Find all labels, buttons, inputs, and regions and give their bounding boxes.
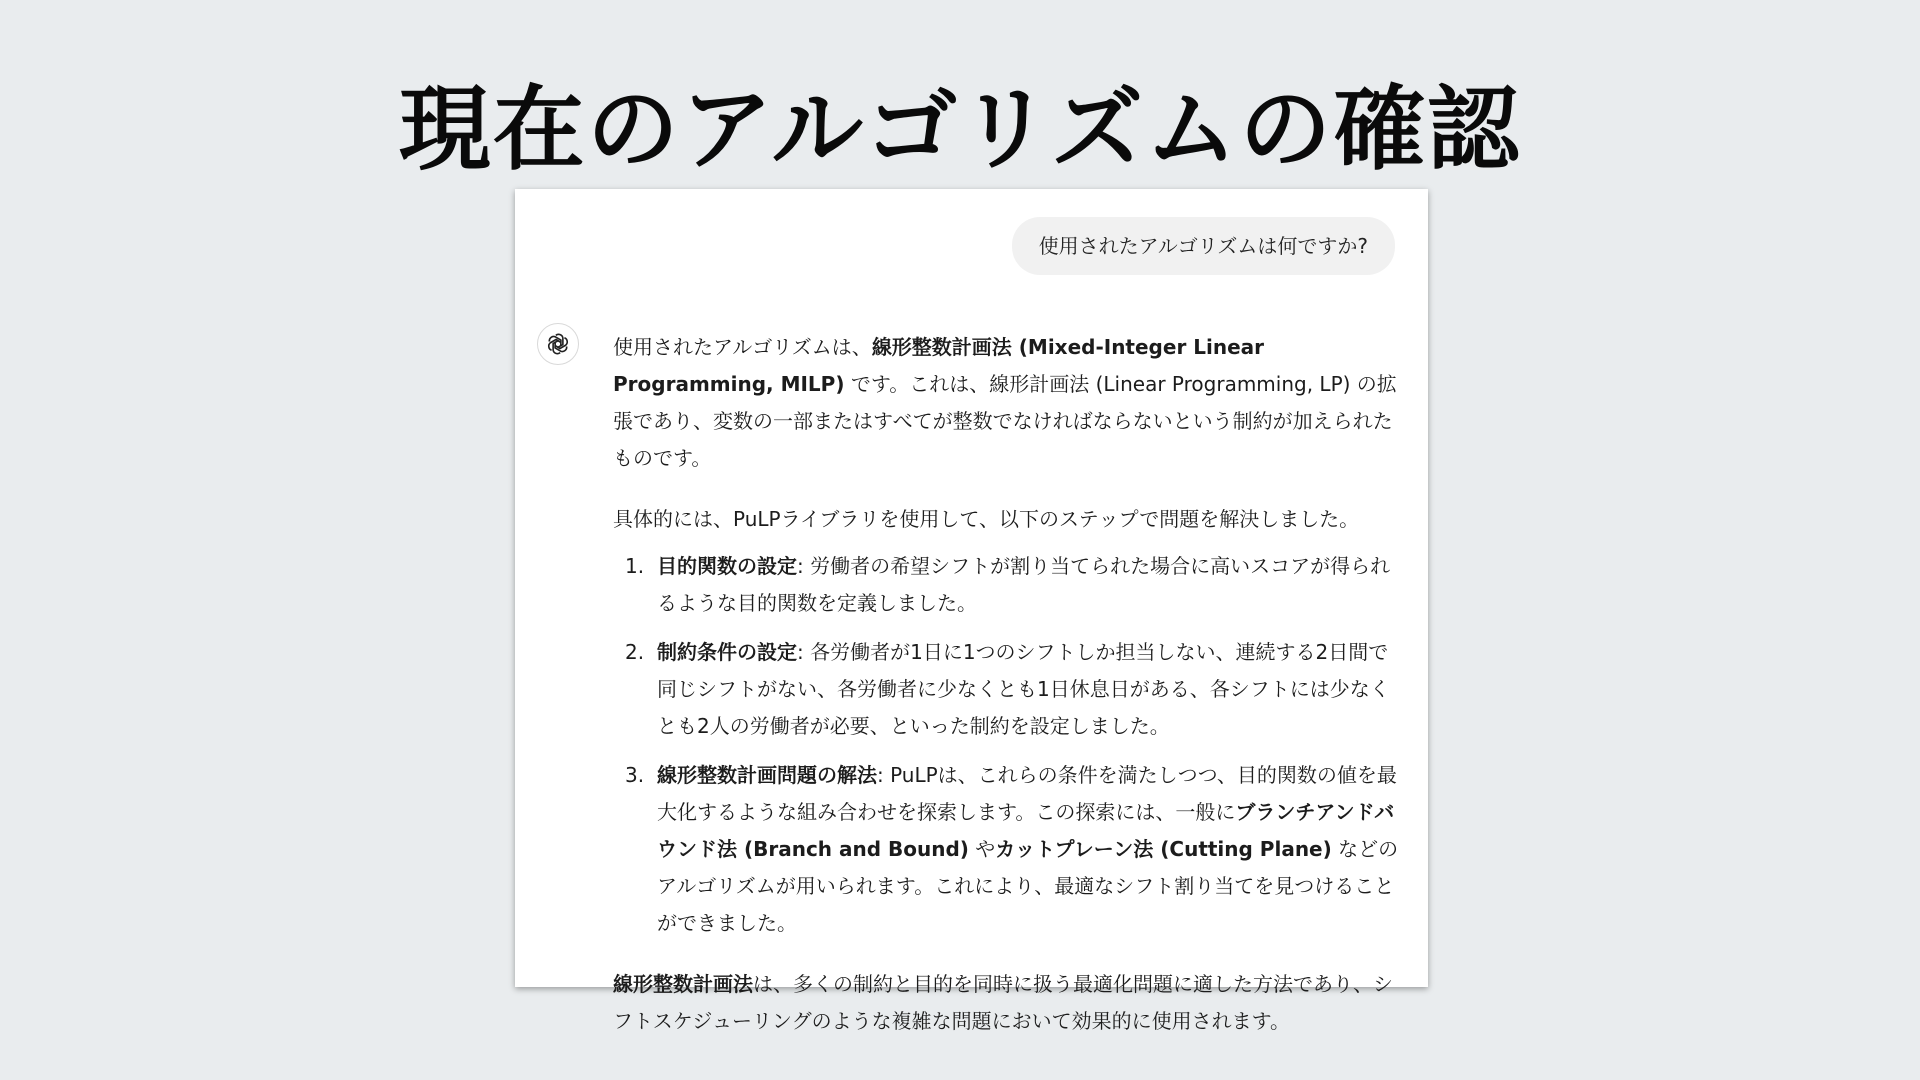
assistant-message	[613, 329, 1403, 1040]
list-item	[613, 634, 1403, 745]
closing-text: は、多くの制約と目的を同時に扱う最適化問題に適した方法であり、シフトスケジューリングのような複雑な問題において効果的に使用されます。	[613, 972, 1393, 1033]
chat-screenshot	[515, 189, 1428, 1033]
step-text: : 労働者の希望シフトが割り当てられた場合に高いスコアが得られるような目的関数を定義しました。	[657, 554, 1391, 615]
slide-title: 現在のアルゴリズムの確認	[398, 76, 1522, 183]
step-title: 線形整数計画問題の解法	[657, 763, 877, 787]
user-message-bubble: 使用されたアルゴリズムは何ですか?	[1012, 217, 1395, 275]
step-bold-branch-bound: ブランチアンドバウンド法 (Branch and Bound)	[657, 800, 1395, 861]
intro-text-2: です。これは、線形計画法 (Linear Programming, LP) の拡張であり、変数の一部またはすべてが整数でなければならないという制約が加えられたものです。	[613, 372, 1397, 470]
assistant-intro-paragraph	[613, 329, 1403, 477]
intro-bold-milp: 線形整数計画法 (Mixed-Integer Linear Programming, MILP)	[613, 335, 1265, 396]
step-text: などのアルゴリズムが用いられます。これにより、最適なシフト割り当てを見つけることができました。	[657, 837, 1399, 935]
assistant-lead-paragraph: 具体的には、PuLPライブラリを使用して、以下のステップで問題を解決しました。	[613, 507, 1360, 531]
step-number: 3.	[625, 763, 645, 787]
assistant-closing-paragraph	[613, 966, 1403, 1040]
step-title: 制約条件の設定	[657, 640, 797, 664]
step-text: : PuLPは、これらの条件を満たしつつ、目的関数の値を最大化するような組み合わせを探索します。この探索には、一般に	[657, 763, 1397, 824]
step-text: や	[968, 837, 996, 861]
step-text: : 各労働者が1日に1つのシフトしか担当しない、連続する2日間で同じシフトがない、各労働者に少なくとも1日休息日がある、各シフトには少なくとも2人の労働者が必要、といった制約を設定しました。	[657, 640, 1390, 738]
list-item	[613, 757, 1403, 942]
list-item	[613, 548, 1403, 622]
step-number: 1.	[625, 554, 645, 578]
step-title: 目的関数の設定	[657, 554, 797, 578]
openai-logo-icon	[537, 323, 579, 365]
step-bold-cutting-plane: カットプレーン法 (Cutting Plane)	[995, 837, 1332, 861]
intro-text-1: 使用されたアルゴリズムは、	[613, 335, 872, 359]
step-number: 2.	[625, 640, 645, 664]
steps-list	[613, 548, 1403, 942]
closing-bold-milp: 線形整数計画法	[613, 972, 753, 996]
